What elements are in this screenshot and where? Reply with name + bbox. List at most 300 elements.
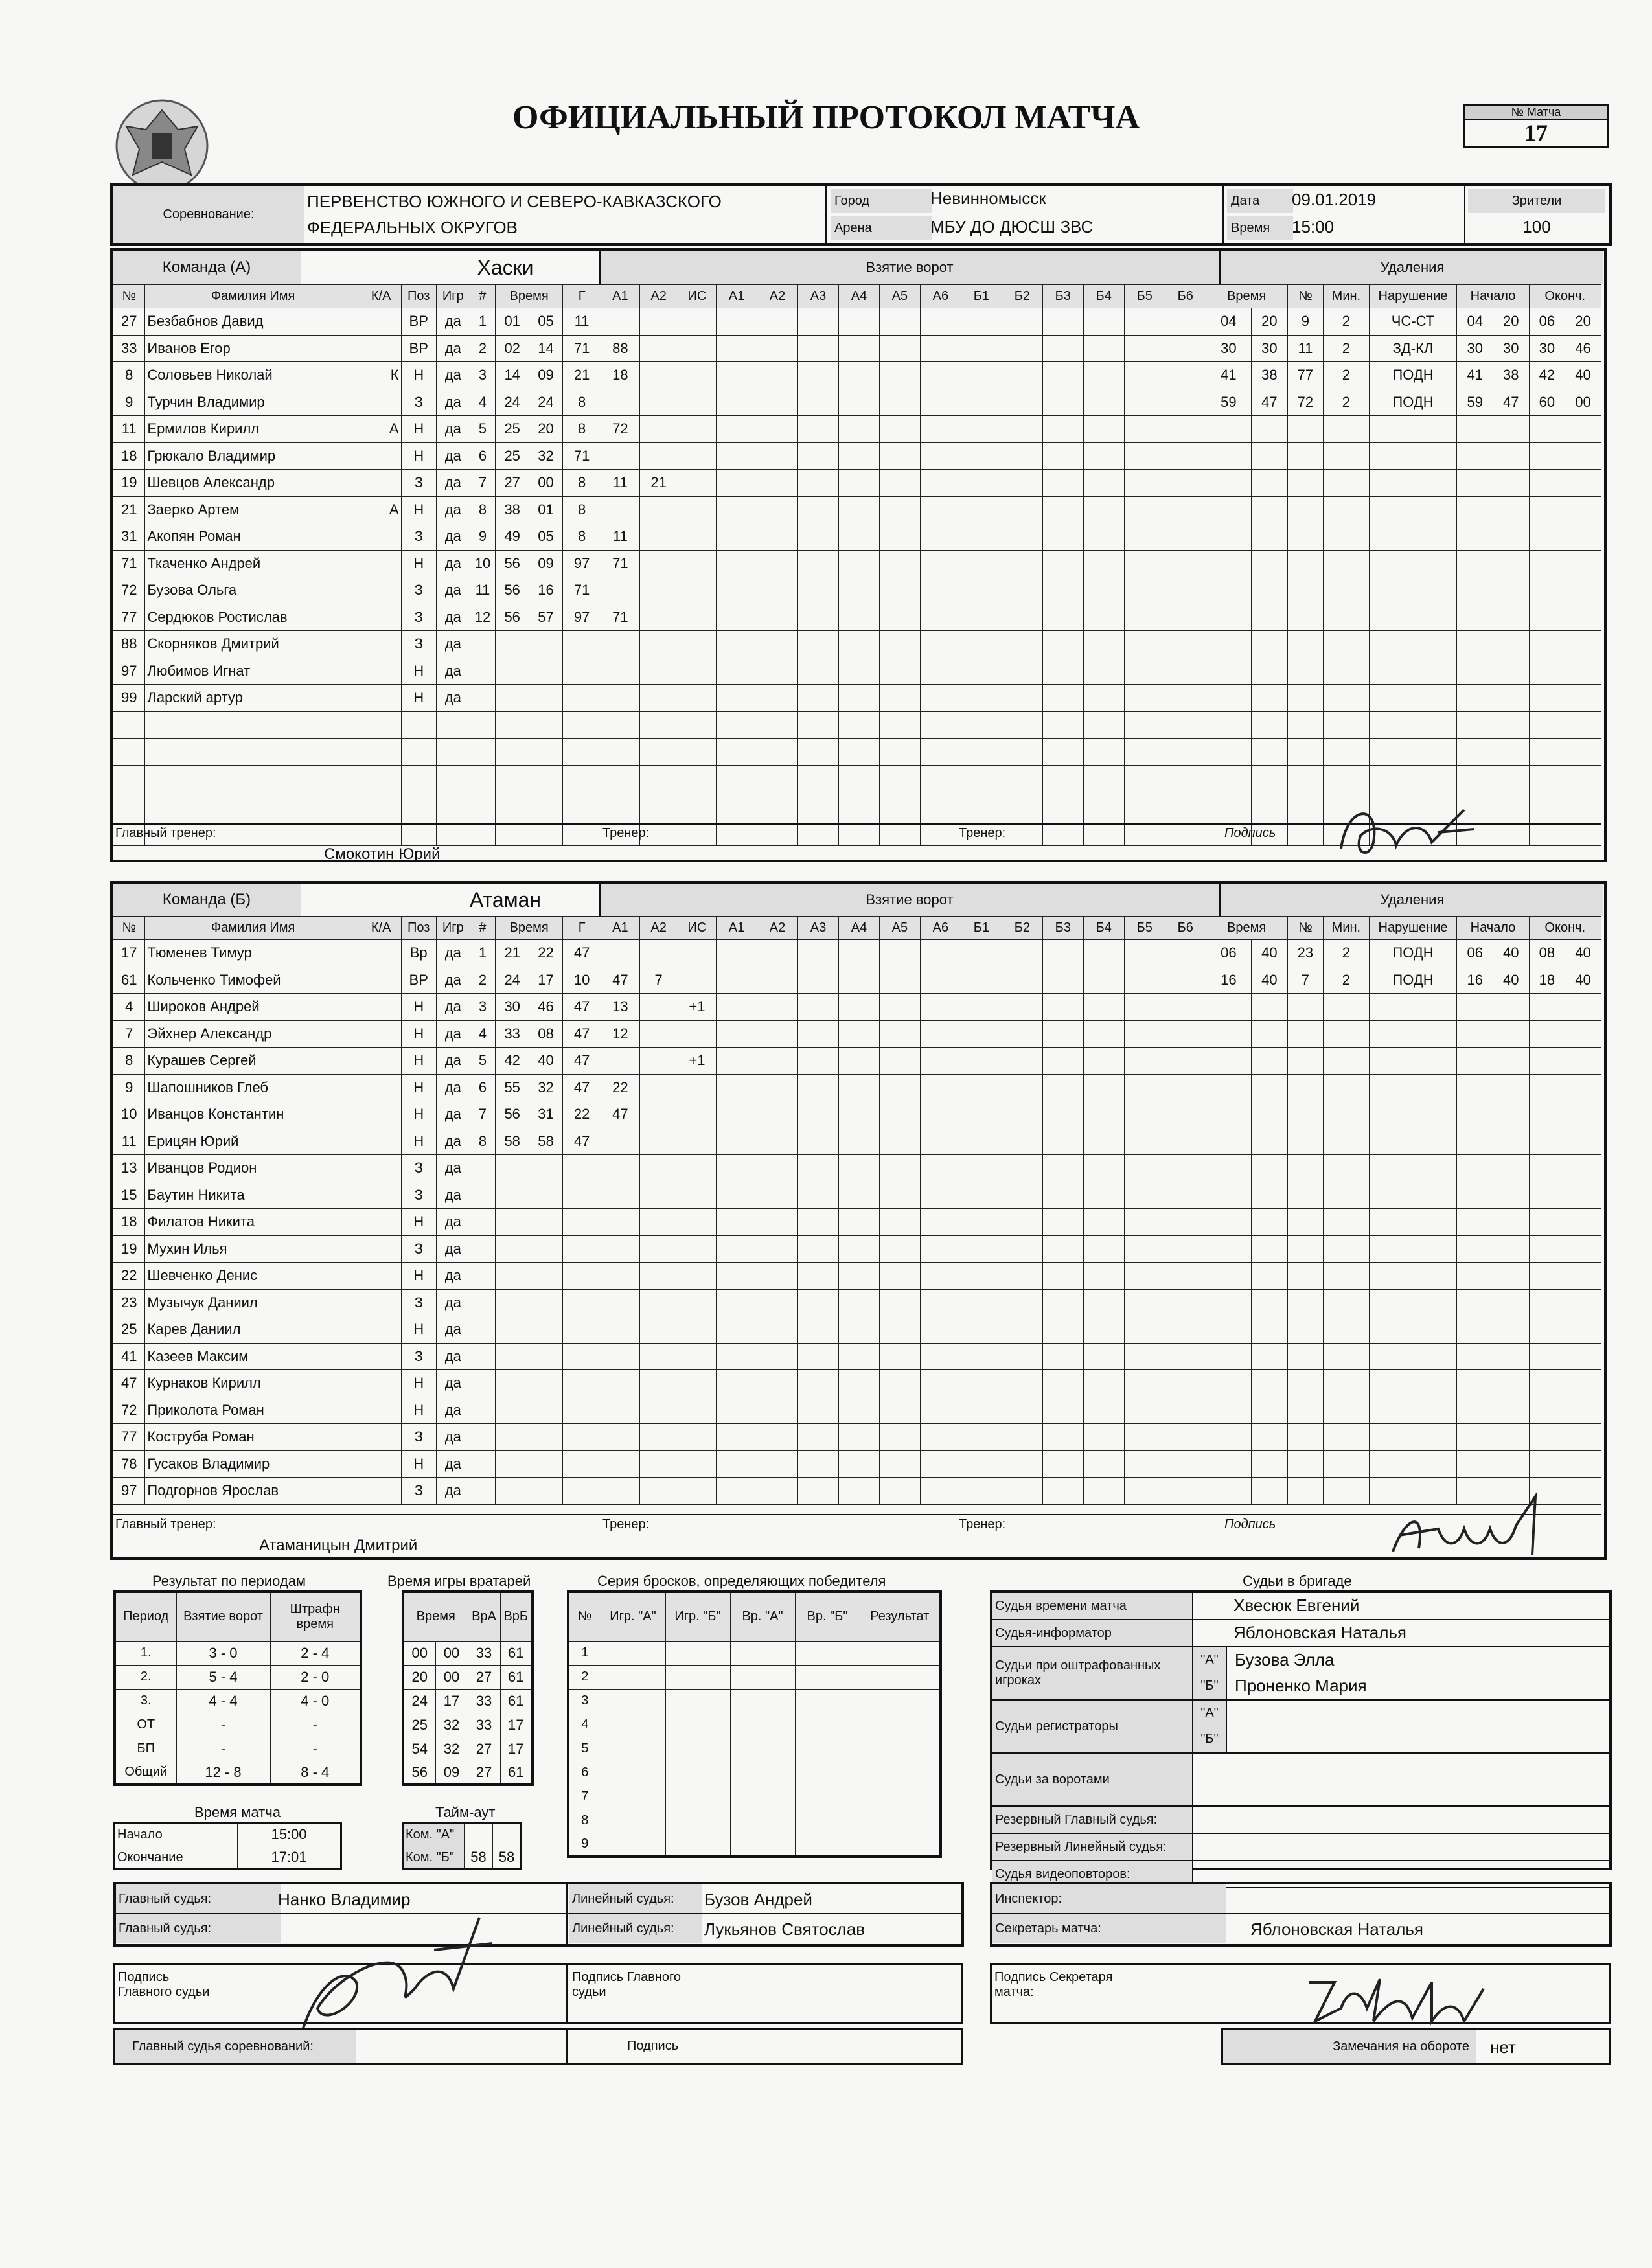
slot-cell: [1124, 1424, 1165, 1451]
slot-cell: [961, 1128, 1002, 1155]
slot-cell: [1002, 1424, 1042, 1451]
slot-cell: [961, 631, 1002, 658]
official-role: Судья видеоповторов:: [992, 1861, 1193, 1887]
col-slot: А3: [797, 285, 838, 308]
period-row: 2. 5 - 4 2 - 0: [115, 1665, 361, 1689]
period-pim-b: 4: [321, 1644, 330, 1661]
penalty-start-sec: 40: [1493, 940, 1529, 967]
penalty-player: [1287, 994, 1324, 1021]
slot-cell: [1042, 470, 1083, 497]
player-number: 27: [113, 308, 145, 336]
slot-cell: [1165, 792, 1206, 819]
penalty-infraction: [1369, 1155, 1457, 1182]
penalty-end-sec: [1565, 442, 1601, 470]
goal-second: 57: [529, 604, 563, 631]
goal-second: 01: [529, 496, 563, 523]
slot-cell: [1165, 604, 1206, 631]
slot-cell: [1124, 308, 1165, 336]
penalty-start-min: [1457, 1155, 1493, 1182]
player-role: [361, 685, 401, 712]
goal-scorer: 21: [562, 362, 601, 389]
slot-cell: [797, 1424, 838, 1451]
slot-cell: [838, 1316, 879, 1344]
penalty-end-min: [1529, 1370, 1565, 1397]
penalty-end-min: [1529, 496, 1565, 523]
goal-assist-2: [639, 792, 678, 819]
goal-situation: [678, 1343, 716, 1370]
col-slot: А2: [757, 285, 798, 308]
slot-cell: [797, 1209, 838, 1236]
player-number: 33: [113, 335, 145, 362]
slot-cell: [1165, 442, 1206, 470]
player-number: 77: [113, 1424, 145, 1451]
slot-cell: [879, 1128, 920, 1155]
player-plays: да: [436, 631, 470, 658]
penalty-end-min: [1529, 416, 1565, 443]
slot-cell: [757, 739, 798, 766]
goalie-second: 00: [435, 1641, 468, 1665]
player-plays: да: [436, 1182, 470, 1209]
slot-cell: [838, 416, 879, 443]
official-side: "А": [1193, 1701, 1227, 1726]
goal-minute: [496, 711, 529, 739]
player-number: 13: [113, 1155, 145, 1182]
goal-situation: [678, 1397, 716, 1424]
player-plays: да: [436, 604, 470, 631]
goal-second: 05: [529, 308, 563, 336]
goal-second: [529, 1450, 563, 1478]
goal-number: 4: [470, 389, 496, 416]
goal-assist-1: 71: [601, 550, 639, 577]
goalie-second: 09: [435, 1761, 468, 1785]
shootout-row: [568, 1713, 941, 1737]
goal-situation: [678, 631, 716, 658]
goal-minute: [496, 1263, 529, 1290]
team-a-trainer1-label: Тренер:: [602, 826, 650, 840]
penalty-player: [1287, 1128, 1324, 1155]
goal-assist-1: 18: [601, 362, 639, 389]
penalty-minute: [1206, 442, 1251, 470]
slot-cell: [1165, 496, 1206, 523]
goal-assist-2: [639, 335, 678, 362]
penalty-end-sec: [1565, 1020, 1601, 1048]
goal-assist-2: [639, 1397, 678, 1424]
penalty-duration: [1324, 1020, 1369, 1048]
slot-cell: [961, 940, 1002, 967]
period-pim-b: 0: [321, 1668, 330, 1685]
goal-scorer: 8: [562, 496, 601, 523]
player-name: Баутин Никита: [145, 1182, 361, 1209]
goal-situation: [678, 442, 716, 470]
penalty-end-sec: [1565, 1478, 1601, 1505]
slot-cell: [1165, 1074, 1206, 1101]
goal-assist-1: [601, 685, 639, 712]
slot-cell: [1042, 1450, 1083, 1478]
slot-cell: [757, 792, 798, 819]
penalty-duration: [1324, 470, 1369, 497]
penalty-duration: [1324, 1182, 1369, 1209]
line-referee-2: Лукьянов Святослав: [704, 1919, 866, 1939]
penalty-minute: [1206, 577, 1251, 604]
slot-cell: [1042, 792, 1083, 819]
goal-second: 05: [529, 523, 563, 551]
player-number: 18: [113, 442, 145, 470]
table-row: [113, 940, 1601, 967]
player-plays: да: [436, 1343, 470, 1370]
penalty-end-min: [1529, 470, 1565, 497]
slot-cell: [717, 1343, 757, 1370]
slot-cell: [879, 1316, 920, 1344]
goal-assist-2: [639, 416, 678, 443]
slot-cell: [1083, 967, 1124, 994]
col-a2: А2: [639, 285, 678, 308]
goal-minute: 14: [496, 362, 529, 389]
slot-cell: [797, 1397, 838, 1424]
penalty-start-sec: [1493, 1128, 1529, 1155]
player-role: [361, 1235, 401, 1263]
period-pim-a: 2: [301, 1644, 309, 1661]
penalty-player: [1287, 1101, 1324, 1128]
date: 09.01.2019: [1292, 190, 1377, 209]
player-name: Иванцов Родион: [145, 1155, 361, 1182]
slot-cell: [1124, 940, 1165, 967]
table-row: [113, 1020, 1601, 1048]
slot-cell: [717, 416, 757, 443]
slot-cell: [879, 577, 920, 604]
goal-scorer: 10: [562, 967, 601, 994]
slot-cell: [1083, 389, 1124, 416]
penalty-second: [1252, 1074, 1288, 1101]
penalty-duration: [1324, 1478, 1369, 1505]
slot-cell: [1124, 1316, 1165, 1344]
goal-assist-2: [639, 994, 678, 1021]
slot-cell: [920, 792, 961, 819]
goal-assist-2: [639, 577, 678, 604]
slot-cell: [838, 335, 879, 362]
slot-cell: [961, 1397, 1002, 1424]
player-name: [145, 711, 361, 739]
goal-second: [529, 792, 563, 819]
slot-cell: [1124, 1263, 1165, 1290]
slot-cell: [1165, 1020, 1206, 1048]
slot-cell: [757, 711, 798, 739]
slot-cell: [717, 1478, 757, 1505]
player-plays: да: [436, 1450, 470, 1478]
goal-minute: 42: [496, 1048, 529, 1075]
penalty-minute: 59: [1206, 389, 1251, 416]
penalty-end-sec: [1565, 765, 1601, 792]
penalty-end-sec: [1565, 1209, 1601, 1236]
slot-cell: [1042, 1209, 1083, 1236]
shootout-row: [568, 1665, 941, 1689]
penalty-duration: [1324, 1316, 1369, 1344]
remarks-value: нет: [1490, 2037, 1516, 2057]
penalty-end-sec: [1565, 711, 1601, 739]
penalty-infraction: [1369, 1048, 1457, 1075]
penalty-end-min: [1529, 658, 1565, 685]
slot-cell: [920, 308, 961, 336]
slot-cell: [717, 442, 757, 470]
table-row: [113, 550, 1601, 577]
goal-situation: [678, 1020, 716, 1048]
goal-assist-1: 12: [601, 1020, 639, 1048]
penalty-player: [1287, 1289, 1324, 1316]
slot-cell: [1083, 1209, 1124, 1236]
slot-cell: [1124, 577, 1165, 604]
slot-cell: [1083, 1048, 1124, 1075]
slot-cell: [920, 550, 961, 577]
penalty-second: 40: [1252, 967, 1288, 994]
player-number: 19: [113, 470, 145, 497]
penalty-second: [1252, 1370, 1288, 1397]
period-goals-a: 3: [209, 1644, 217, 1661]
player-name: [145, 792, 361, 819]
col-slot: Б4: [1083, 917, 1124, 940]
slot-cell: [1165, 335, 1206, 362]
slot-cell: [1002, 1316, 1042, 1344]
slot-cell: [757, 442, 798, 470]
goalie-col-time: Время: [403, 1592, 468, 1641]
slot-cell: [797, 362, 838, 389]
penalty-duration: [1324, 1450, 1369, 1478]
goal-number: 11: [470, 577, 496, 604]
table-row: [113, 1370, 1601, 1397]
period-row: 3. 4 - 4 4 - 0: [115, 1689, 361, 1713]
slot-cell: [920, 765, 961, 792]
table-row: [113, 604, 1601, 631]
penalty-start-min: [1457, 442, 1493, 470]
penalty-end-sec: 46: [1565, 335, 1601, 362]
shootout-row-number: 5: [568, 1737, 601, 1761]
slot-cell: [838, 1048, 879, 1075]
player-role: [361, 1316, 401, 1344]
player-role: [361, 550, 401, 577]
player-plays: да: [436, 308, 470, 336]
slot-cell: [879, 1343, 920, 1370]
slot-cell: [838, 1370, 879, 1397]
slot-cell: [879, 1424, 920, 1451]
goal-second: [529, 1209, 563, 1236]
goal-second: [529, 1182, 563, 1209]
penalty-minute: [1206, 1209, 1251, 1236]
player-position: Н: [401, 1450, 436, 1478]
penalty-end-min: [1529, 1209, 1565, 1236]
penalty-player: 7: [1287, 967, 1324, 994]
penalty-end-min: [1529, 1128, 1565, 1155]
slot-cell: [961, 739, 1002, 766]
timeout-b-min: 58: [465, 1846, 493, 1870]
slot-cell: [797, 739, 838, 766]
penalty-minute: 30: [1206, 335, 1251, 362]
goal-situation: [678, 940, 716, 967]
shootout-col: Вр. "А": [730, 1592, 795, 1641]
slot-cell: [961, 496, 1002, 523]
slot-cell: [961, 1182, 1002, 1209]
slot-cell: [757, 1397, 798, 1424]
goal-assist-1: [601, 577, 639, 604]
goal-number: [470, 1235, 496, 1263]
slot-cell: [1124, 1343, 1165, 1370]
goal-assist-1: [601, 1424, 639, 1451]
penalty-second: [1252, 1209, 1288, 1236]
slot-cell: [920, 523, 961, 551]
penalty-end-min: 42: [1529, 362, 1565, 389]
penalty-second: [1252, 739, 1288, 766]
official-row: [992, 1754, 1609, 1807]
player-number: 72: [113, 1397, 145, 1424]
goal-assist-1: [601, 1397, 639, 1424]
col-goal-time: Время: [496, 917, 563, 940]
penalty-player: [1287, 631, 1324, 658]
goal-second: 31: [529, 1101, 563, 1128]
goal-assist-2: [639, 765, 678, 792]
col-name: Фамилия Имя: [145, 917, 361, 940]
player-plays: [436, 711, 470, 739]
slot-cell: [717, 1155, 757, 1182]
slot-cell: [1083, 442, 1124, 470]
player-role: [361, 967, 401, 994]
shootout-col: Результат: [860, 1592, 941, 1641]
penalty-start-min: [1457, 1289, 1493, 1316]
penalty-start-min: [1457, 765, 1493, 792]
slot-cell: [961, 1209, 1002, 1236]
goal-assist-1: 72: [601, 416, 639, 443]
penalty-end-min: 06: [1529, 308, 1565, 336]
penalty-minute: 16: [1206, 967, 1251, 994]
goal-number: 9: [470, 523, 496, 551]
col-g: Г: [562, 285, 601, 308]
slot-cell: [838, 1450, 879, 1478]
official-name: [1227, 1726, 1609, 1752]
slot-cell: [879, 994, 920, 1021]
slot-cell: [1124, 792, 1165, 819]
penalty-duration: [1324, 1343, 1369, 1370]
penalty-minute: [1206, 685, 1251, 712]
slot-cell: [961, 1235, 1002, 1263]
slot-cell: [757, 604, 798, 631]
official-role: Судьи при оштрафованных игроках: [992, 1647, 1193, 1699]
player-role: [361, 1450, 401, 1478]
slot-cell: [757, 994, 798, 1021]
penalty-start-sec: 30: [1493, 335, 1529, 362]
slot-cell: [920, 1048, 961, 1075]
penalty-infraction: [1369, 523, 1457, 551]
team-b-coach: Атаманицын Дмитрий: [259, 1537, 418, 1554]
period-goals-b: 4: [229, 1692, 238, 1709]
goal-scorer: [562, 1155, 601, 1182]
match-time-title: Время матча: [194, 1804, 281, 1820]
slot-cell: [838, 1397, 879, 1424]
slot-cell: [920, 658, 961, 685]
penalty-second: [1252, 711, 1288, 739]
secretary: Яблоновская Наталья: [1250, 1919, 1424, 1939]
spectators: 100: [1522, 217, 1551, 236]
penalty-infraction: [1369, 442, 1457, 470]
slot-cell: [1083, 1397, 1124, 1424]
periods-col-pim: Штрафн время: [270, 1592, 361, 1641]
slot-cell: [838, 711, 879, 739]
goal-scorer: [562, 1478, 601, 1505]
penalty-start-sec: [1493, 577, 1529, 604]
slot-cell: [838, 1101, 879, 1128]
player-role: [361, 604, 401, 631]
table-row: [113, 1155, 1601, 1182]
penalty-duration: [1324, 765, 1369, 792]
slot-cell: [1083, 1182, 1124, 1209]
goal-number: 2: [470, 967, 496, 994]
slot-cell: [1083, 550, 1124, 577]
slot-cell: [717, 1048, 757, 1075]
penalty-start-sec: [1493, 1101, 1529, 1128]
match-number-label: № Матча: [1465, 106, 1607, 120]
slot-cell: [961, 685, 1002, 712]
slot-cell: [961, 1155, 1002, 1182]
player-plays: да: [436, 362, 470, 389]
player-plays: да: [436, 1128, 470, 1155]
player-number: 97: [113, 658, 145, 685]
slot-cell: [797, 442, 838, 470]
penalty-infraction: [1369, 1101, 1457, 1128]
slot-cell: [961, 1343, 1002, 1370]
official-name: Бузова Элла: [1235, 1650, 1335, 1669]
slot-cell: [717, 685, 757, 712]
penalty-start-sec: [1493, 1343, 1529, 1370]
slot-cell: [879, 1020, 920, 1048]
penalty-second: [1252, 470, 1288, 497]
line-referee-1: Бузов Андрей: [704, 1890, 812, 1909]
match-number-box: [1463, 104, 1609, 148]
goal-second: [529, 1289, 563, 1316]
goal-minute: [496, 1478, 529, 1505]
slot-cell: [1124, 994, 1165, 1021]
goal-second: [529, 1263, 563, 1290]
shootout-row: [568, 1689, 941, 1713]
col-play: Игр: [436, 285, 470, 308]
player-position: [401, 765, 436, 792]
main-ref-sign-box: [113, 1963, 963, 2024]
penalty-end-sec: [1565, 1343, 1601, 1370]
penalty-second: [1252, 1048, 1288, 1075]
slot-cell: [879, 1263, 920, 1290]
penalty-player: [1287, 442, 1324, 470]
official-role: Судья времени матча: [992, 1593, 1193, 1619]
player-role: [361, 1182, 401, 1209]
slot-cell: [961, 604, 1002, 631]
slot-cell: [1083, 1450, 1124, 1478]
slot-cell: [920, 1155, 961, 1182]
penalty-end-sec: [1565, 1235, 1601, 1263]
col-pen-start: Начало: [1457, 917, 1529, 940]
penalty-end-sec: 40: [1565, 940, 1601, 967]
penalty-minute: [1206, 1263, 1251, 1290]
table-row: [113, 389, 1601, 416]
penalty-end-min: [1529, 1020, 1565, 1048]
slot-cell: [1042, 765, 1083, 792]
slot-cell: [1165, 739, 1206, 766]
penalty-infraction: [1369, 1316, 1457, 1344]
player-role: [361, 1209, 401, 1236]
slot-cell: [1083, 1370, 1124, 1397]
slot-cell: [717, 1263, 757, 1290]
slot-cell: [757, 967, 798, 994]
slot-cell: [1124, 1370, 1165, 1397]
goal-situation: [678, 1316, 716, 1344]
slot-cell: [717, 389, 757, 416]
slot-cell: [757, 1182, 798, 1209]
official-side: "Б": [1193, 1673, 1227, 1699]
slot-cell: [797, 631, 838, 658]
goal-scorer: 8: [562, 416, 601, 443]
